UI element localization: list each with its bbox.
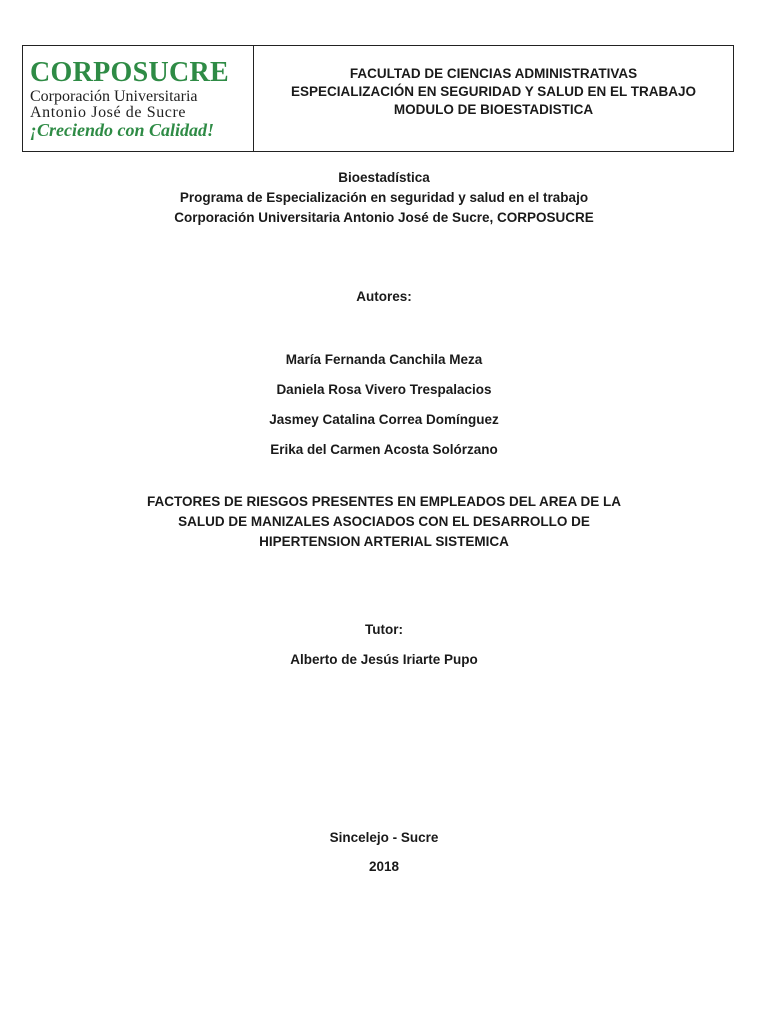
logo-slogan: ¡Creciendo con Calidad! bbox=[30, 120, 215, 140]
corposucre-logo bbox=[23, 46, 254, 151]
title-line: HIPERTENSION ARTERIAL SISTEMICA bbox=[259, 534, 509, 549]
logo-subtitle-line2: Antonio José de Sucre bbox=[30, 104, 187, 121]
header-heading bbox=[254, 46, 733, 151]
year: 2018 bbox=[368, 859, 400, 874]
document-title bbox=[0, 492, 768, 552]
author-name: Erika del Carmen Acosta Solórzano bbox=[270, 442, 498, 457]
institution-name: Corporación Universitaria Antonio José de Sucre, CORPOSUCRE bbox=[174, 210, 594, 225]
course-name: Bioestadística bbox=[338, 170, 430, 185]
logo-subtitle-line1: Corporación Universitaria bbox=[30, 88, 198, 105]
title-line: SALUD DE MANIZALES ASOCIADOS CON EL DESARROLLO DE bbox=[178, 514, 590, 529]
faculty-line: FACULTAD DE CIENCIAS ADMINISTRATIVAS bbox=[349, 65, 638, 81]
authors-list bbox=[0, 345, 768, 465]
title-line: FACTORES DE RIESGOS PRESENTES EN EMPLEADOS DEL AREA DE LA bbox=[146, 494, 622, 509]
program-name: Programa de Especialización en seguridad y salud en el trabajo bbox=[179, 190, 589, 205]
author-name: Jasmey Catalina Correa Domínguez bbox=[269, 412, 499, 427]
tutor-name: Alberto de Jesús Iriarte Pupo bbox=[290, 652, 478, 667]
author-name: María Fernanda Canchila Meza bbox=[285, 352, 483, 367]
module-line: MODULO DE BIOESTADISTICA bbox=[393, 101, 594, 117]
tutor-label: Tutor: bbox=[365, 622, 403, 637]
intro-block bbox=[0, 168, 768, 228]
logo-name: CORPOSUCRE bbox=[30, 57, 230, 88]
place: Sincelejo - Sucre bbox=[329, 830, 439, 845]
authors-label: Autores: bbox=[356, 289, 412, 304]
specialization-line: ESPECIALIZACIÓN EN SEGURIDAD Y SALUD EN EL TRABAJO bbox=[290, 83, 697, 99]
header-table bbox=[22, 45, 734, 152]
author-name: Daniela Rosa Vivero Trespalacios bbox=[276, 382, 492, 397]
